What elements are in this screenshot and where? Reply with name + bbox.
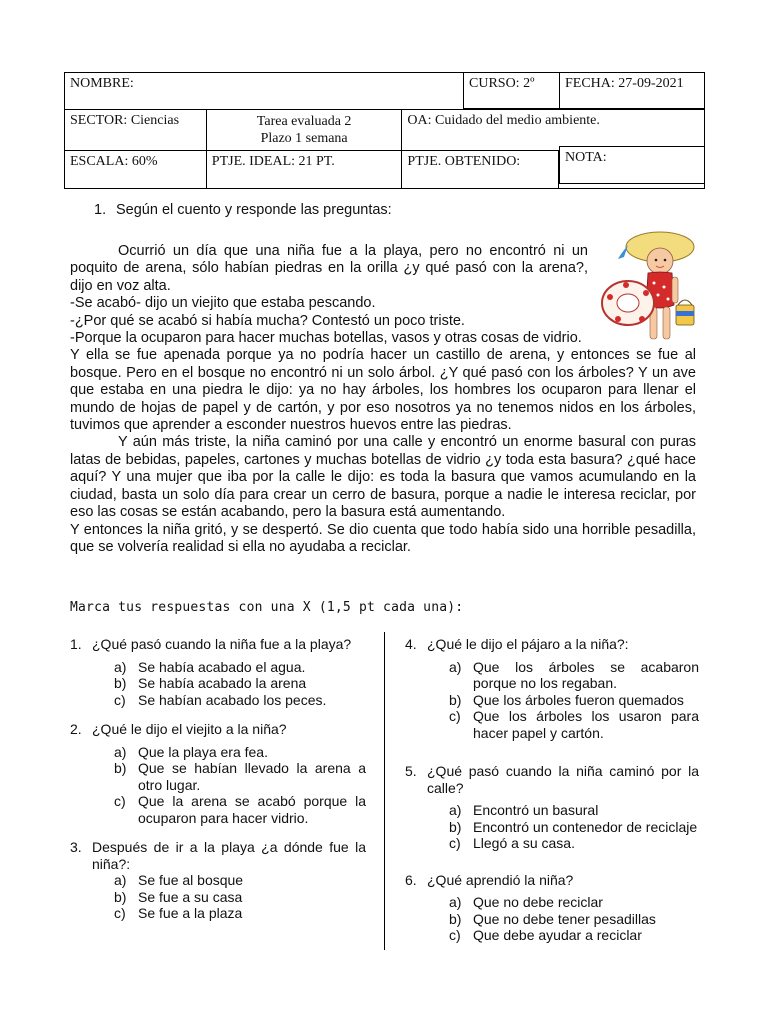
questions-left-column: [70, 636, 366, 935]
option-text: Que no debe tener pesadillas: [473, 910, 656, 927]
tarea-cell: [206, 110, 402, 151]
girl-beach-illustration: [598, 225, 710, 347]
story: [70, 243, 696, 556]
option-a[interactable]: [114, 744, 366, 761]
option-text: Se había acabado el agua.: [138, 658, 306, 675]
oa-label: OA: Cuidado del medio ambiente.: [407, 113, 600, 128]
tarea-line-1: Tarea evaluada 2: [256, 114, 352, 129]
escala-label: ESCALA: 60%: [70, 154, 158, 169]
option-c[interactable]: [114, 793, 366, 826]
option-text: Se fue a su casa: [138, 888, 243, 905]
option-letter: a): [449, 894, 462, 910]
option-letter: a): [114, 743, 127, 760]
option-letter: b): [449, 910, 462, 927]
fecha-cell: [559, 72, 705, 109]
story-paragraph-5: Y ella se fue apenada porque ya no podría hacer un castillo de arena, y entonces se fue al bosque. Pero en el bosque no encontró ni un solo árbol. ¿Y qué pasó con los árboles? Y un ave que estaba en una piedra le dijo: ya no hay árboles, los hombres los ocuparon para llenar el mundo de hojas de papel y de cartón, y por eso nosotros ya no tenemos nidos en los árboles, tuvimos que aprender a esconder nuestros huevos entre las piedras.: [70, 347, 696, 434]
option-text: Que los árboles se acabaron porque no los regaban.: [473, 658, 699, 691]
option-a[interactable]: [449, 802, 699, 819]
question-number: 4.: [405, 636, 417, 652]
option-c[interactable]: [114, 692, 366, 709]
option-b[interactable]: [449, 819, 699, 836]
nota-label-overlay: NOTA:: [565, 150, 607, 165]
option-b[interactable]: [114, 760, 366, 793]
option-b[interactable]: [449, 911, 699, 928]
option-text: Encontró un basural: [473, 802, 599, 818]
option-a[interactable]: [114, 659, 366, 676]
question-number: 1.: [70, 636, 82, 652]
option-b[interactable]: [114, 889, 366, 906]
option-text: Se había acabado la arena: [138, 675, 307, 691]
nombre-label: NOMBRE:: [70, 76, 134, 91]
question-1: [70, 636, 366, 708]
option-letter: a): [114, 658, 127, 675]
question-6: [405, 872, 699, 944]
sector-label: SECTOR: Ciencias: [70, 113, 180, 128]
option-a[interactable]: [114, 872, 366, 889]
option-text: Que los árboles fueron quemados: [473, 691, 684, 708]
option-text: Se fue al bosque: [138, 872, 244, 888]
option-letter: b): [449, 691, 462, 708]
option-a[interactable]: [449, 894, 699, 911]
ptje-obtenido-cell[interactable]: [402, 151, 559, 189]
ptje-obtenido-label: PTJE. OBTENIDO:: [407, 154, 521, 169]
option-c[interactable]: [449, 835, 699, 852]
curso-label-overlay: CURSO: 2º: [469, 76, 535, 91]
nota-cell-overlay[interactable]: [559, 146, 705, 184]
section-1-text: Según el cuento y responde las preguntas:: [116, 202, 392, 218]
option-letter: b): [114, 888, 127, 905]
option-letter: c): [449, 708, 461, 724]
option-text: Que debe ayudar a reciclar: [473, 927, 642, 943]
question-number: 6.: [405, 871, 417, 888]
escala-cell: [65, 151, 207, 189]
option-text: Que la arena se acabó porque la ocuparon para hacer vidrio.: [138, 793, 366, 826]
question-2: [70, 721, 366, 826]
fecha-label: FECHA: 27-09-2021: [565, 76, 684, 91]
story-paragraph-3: -¿Por qué se acabó si había mucha? Contestó un poco triste.: [70, 312, 465, 329]
question-text: ¿Qué aprendió la niña?: [427, 871, 574, 888]
option-text: Encontró un contenedor de reciclaje: [473, 818, 698, 835]
question-text: ¿Qué pasó cuando la niña fue a la playa?: [92, 636, 352, 652]
option-letter: c): [114, 691, 126, 708]
question-text: ¿Qué le dijo el pájaro a la niña?:: [427, 636, 629, 652]
oa-cell: [402, 110, 705, 151]
option-text: Llegó a su casa.: [473, 835, 575, 851]
option-c[interactable]: [114, 905, 366, 922]
story-paragraph-6: Y aún más triste, la niña caminó por una calle y encontró un enorme basural con puras latas de bebidas, papeles, cartones y muchas botellas de vidrio ¿y toda esta basura? ¿qué hace aquí? Y una mujer que iba por la calle le dijo: es toda la basura que vamos acumulando en la ciudad, basta un solo día para crear un cerro de basura, porque a nadie le interesa reciclar, por eso las cosas se están acabando, pero la basura está aumentando.: [70, 434, 696, 521]
option-text: Se habían acabado los peces.: [138, 691, 327, 708]
option-letter: c): [449, 927, 461, 943]
column-divider: [384, 632, 385, 950]
story-paragraph-1: Ocurrió un día que una niña fue a la playa, pero no encontró ni un poquito de arena, sólo habían piedras en la orilla ¿y qué pasó con la arena?, dijo en voz alta.: [70, 243, 588, 294]
option-letter: b): [114, 760, 127, 776]
section-1-number: 1.: [94, 202, 107, 218]
question-number: 5.: [405, 763, 417, 779]
ptje-ideal-label: PTJE. IDEAL: 21 PT.: [211, 154, 335, 169]
story-paragraph-2: -Se acabó- dijo un viejito que estaba pescando.: [70, 295, 376, 312]
curso-cell-overlay: [463, 72, 560, 109]
option-text: Que no debe reciclar: [473, 894, 603, 910]
tarea-line-2: Plazo 1 semana: [260, 131, 348, 146]
option-c[interactable]: [449, 708, 699, 741]
story-paragraph-7: Y entonces la niña gritó, y se despertó. Se dio cuenta que todo había sido una horrible pesadilla, que se volvería realidad si ella no ayudaba a reciclar.: [70, 521, 696, 555]
option-letter: c): [114, 793, 126, 809]
question-text: Después de ir a la playa ¿a dónde fue la niña?:: [92, 839, 366, 872]
option-text: Que la playa era fea.: [138, 743, 268, 760]
option-letter: a): [449, 802, 462, 818]
option-b[interactable]: [114, 675, 366, 692]
option-letter: c): [114, 905, 126, 921]
question-5: [405, 763, 699, 852]
question-3: [70, 839, 366, 922]
instructions: Marca tus respuestas con una X (1,5 pt cada una):: [70, 600, 464, 615]
ptje-ideal-cell: [206, 151, 402, 189]
question-4: [405, 636, 699, 741]
questions-right-column: [405, 636, 699, 957]
question-number: 3.: [70, 839, 82, 855]
option-a[interactable]: [449, 659, 699, 692]
option-text: Que los árboles los usaron para hacer papel y cartón.: [473, 708, 699, 741]
question-text: ¿Qué le dijo el viejito a la niña?: [92, 721, 287, 737]
option-text: Se fue a la plaza: [138, 905, 243, 921]
option-letter: a): [449, 658, 462, 675]
story-paragraph-4: -Porque la ocuparon para hacer muchas botellas, vasos y otras cosas de vidrio.: [70, 330, 582, 347]
option-letter: b): [449, 818, 462, 835]
option-letter: a): [114, 872, 127, 888]
section-1-title: [94, 202, 392, 218]
option-b[interactable]: [449, 692, 699, 709]
option-text: Que se habían llevado la arena a otro lugar.: [138, 760, 366, 793]
option-letter: b): [114, 675, 127, 691]
option-c[interactable]: [449, 927, 699, 944]
question-text: ¿Qué pasó cuando la niña caminó por la calle?: [427, 763, 699, 796]
option-letter: c): [449, 835, 461, 851]
question-number: 2.: [70, 721, 82, 737]
sector-cell: [65, 110, 207, 151]
